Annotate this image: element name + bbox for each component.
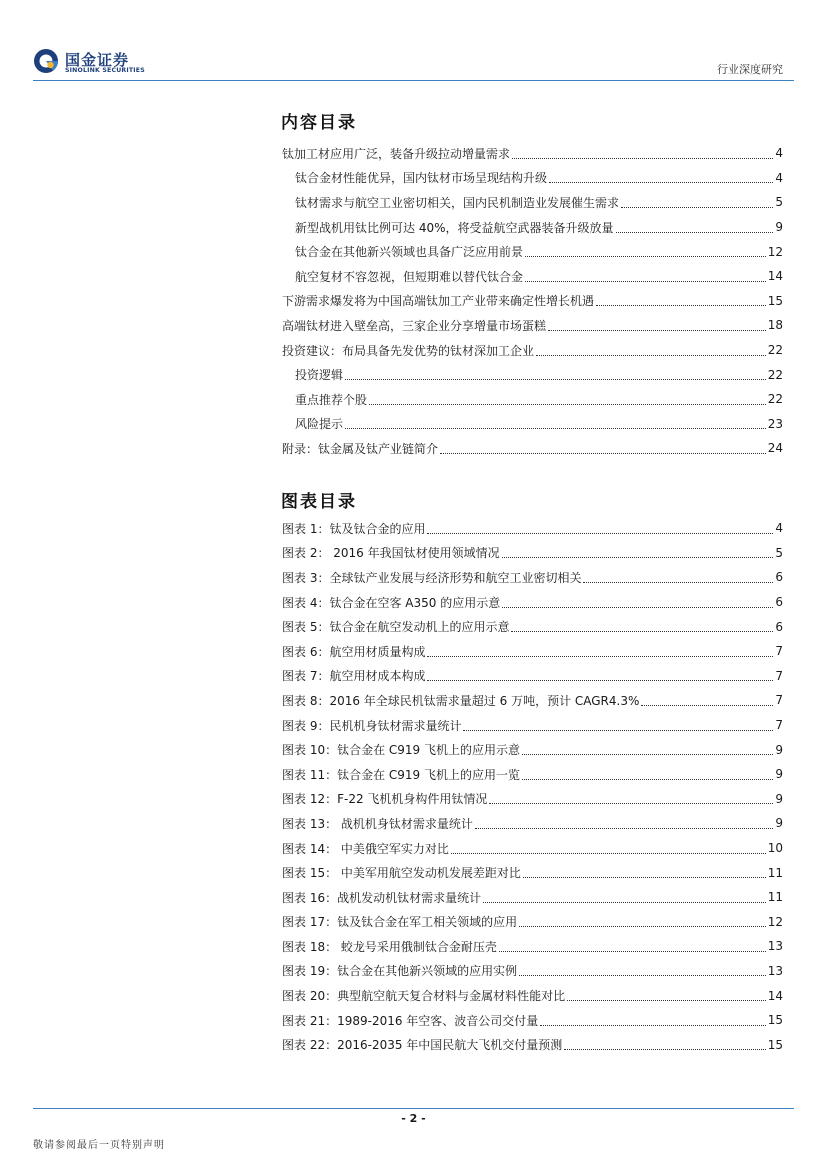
figure-entry-page: 15 bbox=[767, 1037, 783, 1052]
toc-entry[interactable] bbox=[282, 166, 783, 191]
toc-entry-page: 22 bbox=[767, 367, 783, 382]
toc-entry-label: 钛合金材性能优异，国内钛材市场呈现结构升级 bbox=[295, 171, 548, 186]
figure-entry[interactable] bbox=[282, 1032, 783, 1057]
dot-leader bbox=[511, 619, 773, 632]
dot-leader bbox=[451, 841, 766, 854]
logo-chinese-name: 国金证券 bbox=[65, 51, 130, 69]
dot-leader bbox=[525, 269, 766, 282]
figure-entry[interactable] bbox=[282, 762, 783, 787]
toc-entry-page: 22 bbox=[767, 343, 783, 358]
figure-entry-label: 图表 6：航空用材质量构成 bbox=[282, 644, 426, 659]
dot-leader bbox=[427, 644, 773, 657]
toc-entry-page: 23 bbox=[767, 416, 783, 431]
toc-entry-page: 24 bbox=[767, 441, 783, 456]
toc-list bbox=[282, 141, 783, 461]
figure-entry-label: 图表 10：钛合金在 C919 飞机上的应用示意 bbox=[282, 743, 520, 758]
dot-leader bbox=[536, 343, 766, 356]
figure-entry-page: 4 bbox=[775, 521, 783, 536]
dot-leader bbox=[502, 545, 774, 558]
figure-entry-label: 图表 7：航空用材成本构成 bbox=[282, 669, 426, 684]
figure-entry-label: 图表 20：典型航空航天复合材料与金属材料性能对比 bbox=[282, 989, 566, 1004]
dot-leader bbox=[440, 441, 766, 454]
figures-list bbox=[282, 516, 783, 1057]
dot-leader bbox=[427, 668, 773, 681]
toc-entry[interactable] bbox=[282, 362, 783, 387]
toc-entry-label: 钛合金在其他新兴领域也具备广泛应用前景 bbox=[295, 245, 524, 260]
dot-leader bbox=[523, 865, 766, 878]
toc-entry[interactable] bbox=[282, 190, 783, 215]
dot-leader bbox=[596, 293, 766, 306]
dot-leader bbox=[549, 170, 773, 183]
dot-leader bbox=[427, 521, 773, 534]
disclaimer-note: 敬请参阅最后一页特别声明 bbox=[33, 1140, 165, 1151]
figure-entry-label: 图表 12：F-22 飞机机身构件用钛情况 bbox=[282, 792, 488, 807]
dot-leader bbox=[548, 318, 766, 331]
figure-entry[interactable] bbox=[282, 516, 783, 541]
dot-leader bbox=[522, 767, 773, 780]
figure-entry-label: 图表 14： 中美俄空军实力对比 bbox=[282, 841, 449, 856]
figure-entry-page: 9 bbox=[775, 767, 783, 782]
figure-entry-label: 图表 5：钛合金在航空发动机上的应用示意 bbox=[282, 620, 510, 635]
dot-leader bbox=[519, 963, 766, 976]
sinolink-logo-icon bbox=[33, 48, 59, 74]
figure-entry-page: 5 bbox=[775, 545, 783, 560]
figure-entry-label: 图表 15： 中美军用航空发动机发展差距对比 bbox=[282, 866, 521, 881]
figure-entry[interactable] bbox=[282, 983, 783, 1008]
toc-entry-label: 钛材需求与航空工业密切相关，国内民机制造业发展催生需求 bbox=[295, 195, 620, 210]
figure-entry-page: 14 bbox=[767, 988, 783, 1003]
figure-entry-page: 7 bbox=[775, 644, 783, 659]
toc-entry[interactable] bbox=[282, 436, 783, 461]
toc-entry-label: 下游需求爆发将为中国高端钛加工产业带来确定性增长机遇 bbox=[282, 294, 595, 309]
figure-entry[interactable] bbox=[282, 565, 783, 590]
figure-entry-label: 图表 16：战机发动机钛材需求量统计 bbox=[282, 890, 482, 905]
figure-entry-page: 7 bbox=[775, 668, 783, 683]
page-number: - 2 - bbox=[401, 1112, 426, 1125]
figure-entry-label: 图表 4：钛合金在空客 A350 的应用示意 bbox=[282, 595, 501, 610]
toc-entry[interactable] bbox=[282, 239, 783, 264]
toc-entry-page: 14 bbox=[767, 269, 783, 284]
figure-entry-page: 11 bbox=[767, 890, 783, 905]
figure-entry[interactable] bbox=[282, 1008, 783, 1033]
footer-divider bbox=[33, 1108, 794, 1109]
figure-entry[interactable] bbox=[282, 934, 783, 959]
dot-leader bbox=[483, 890, 766, 903]
toc-entry-label: 附录：钛金属及钛产业链简介 bbox=[282, 441, 439, 456]
dot-leader bbox=[502, 595, 773, 608]
toc-entry-page: 22 bbox=[767, 392, 783, 407]
figure-entry-label: 图表 8：2016 年全球民机钛需求量超过 6 万吨，预计 CAGR4.3% bbox=[282, 693, 640, 708]
figure-entry-page: 6 bbox=[775, 595, 783, 610]
figure-entry-page: 12 bbox=[767, 914, 783, 929]
dot-leader bbox=[519, 914, 766, 927]
toc-entry[interactable] bbox=[282, 412, 783, 437]
dot-leader bbox=[583, 570, 773, 583]
figure-entry[interactable] bbox=[282, 811, 783, 836]
dot-leader bbox=[616, 220, 774, 233]
toc-entry-page: 15 bbox=[767, 293, 783, 308]
figure-entry[interactable] bbox=[282, 787, 783, 812]
toc-entry-label: 新型战机用钛比例可达 40%，将受益航空武器装备升级放量 bbox=[295, 220, 614, 235]
dot-leader bbox=[540, 1013, 765, 1026]
toc-entry-page: 12 bbox=[767, 244, 783, 259]
toc-entry[interactable] bbox=[282, 313, 783, 338]
figure-entry-page: 6 bbox=[775, 570, 783, 585]
dot-leader bbox=[567, 988, 766, 1001]
toc-entry-label: 航空复材不容忽视，但短期难以替代钛合金 bbox=[295, 269, 524, 284]
toc-entry[interactable] bbox=[282, 141, 783, 166]
dot-leader bbox=[499, 939, 766, 952]
toc-entry-label: 投资建议：布局具备先发优势的钛材深加工企业 bbox=[282, 343, 535, 358]
report-type: 行业深度研究 bbox=[717, 63, 783, 76]
figure-entry-label: 图表 13： 战机机身钛材需求量统计 bbox=[282, 816, 473, 831]
dot-leader bbox=[522, 742, 773, 755]
figure-entry[interactable] bbox=[282, 910, 783, 935]
dot-leader bbox=[369, 392, 766, 405]
toc-title: 内容目录 bbox=[281, 113, 357, 133]
company-logo bbox=[33, 48, 151, 78]
dot-leader bbox=[345, 367, 766, 380]
figure-entry-page: 9 bbox=[775, 816, 783, 831]
dot-leader bbox=[345, 416, 766, 429]
figure-entry-page: 9 bbox=[775, 791, 783, 806]
toc-entry-page: 18 bbox=[767, 318, 783, 333]
toc-entry[interactable] bbox=[282, 264, 783, 289]
dot-leader bbox=[475, 816, 773, 829]
dot-leader bbox=[512, 146, 773, 159]
figure-entry-label: 图表 11：钛合金在 C919 飞机上的应用一览 bbox=[282, 767, 520, 782]
logo-english-name: SINOLINK SECURITIES bbox=[65, 67, 145, 74]
dot-leader bbox=[489, 791, 773, 804]
toc-entry-label: 风险提示 bbox=[295, 417, 344, 432]
figure-entry-page: 15 bbox=[767, 1013, 783, 1028]
toc-entry[interactable] bbox=[282, 289, 783, 314]
figure-entry-label: 图表 17：钛及钛合金在军工相关领域的应用 bbox=[282, 915, 518, 930]
figure-entry[interactable] bbox=[282, 737, 783, 762]
figure-entry-label: 图表 21：1989-2016 年空客、波音公司交付量 bbox=[282, 1013, 539, 1028]
figure-entry-label: 图表 19：钛合金在其他新兴领域的应用实例 bbox=[282, 964, 518, 979]
toc-entry-page: 4 bbox=[775, 146, 783, 161]
figure-entry-label: 图表 3：全球钛产业发展与经济形势和航空工业密切相关 bbox=[282, 570, 582, 585]
figure-entry[interactable] bbox=[282, 664, 783, 689]
toc-entry-label: 钛加工材应用广泛，装备升级拉动增量需求 bbox=[282, 146, 511, 161]
figure-entry-label: 图表 2： 2016 年我国钛材使用领域情况 bbox=[282, 546, 500, 561]
figure-entry-page: 7 bbox=[775, 693, 783, 708]
figure-entry[interactable] bbox=[282, 836, 783, 861]
dot-leader bbox=[641, 693, 773, 706]
figure-entry-page: 10 bbox=[767, 841, 783, 856]
dot-leader bbox=[621, 195, 773, 208]
toc-entry[interactable] bbox=[282, 387, 783, 412]
figure-entry[interactable] bbox=[282, 713, 783, 738]
figure-entry[interactable] bbox=[282, 688, 783, 713]
figure-entry-page: 13 bbox=[767, 963, 783, 978]
dot-leader bbox=[525, 244, 766, 257]
toc-entry[interactable] bbox=[282, 338, 783, 363]
dot-leader bbox=[564, 1037, 765, 1050]
figure-entry-page: 11 bbox=[767, 865, 783, 880]
header-divider bbox=[33, 80, 794, 81]
figure-entry-page: 7 bbox=[775, 718, 783, 733]
figure-entry[interactable] bbox=[282, 959, 783, 984]
toc-entry-label: 高端钛材进入壁垒高，三家企业分享增量市场蛋糕 bbox=[282, 318, 547, 333]
toc-entry-page: 4 bbox=[775, 170, 783, 185]
figure-entry[interactable] bbox=[282, 860, 783, 885]
toc-entry-label: 投资逻辑 bbox=[295, 368, 344, 383]
figures-title: 图表目录 bbox=[281, 492, 357, 512]
dot-leader bbox=[463, 718, 773, 731]
page-header bbox=[0, 0, 827, 82]
toc-entry-page: 5 bbox=[775, 195, 783, 210]
figure-entry-label: 图表 18： 蛟龙号采用俄制钛合金耐压壳 bbox=[282, 939, 497, 954]
toc-entry-label: 重点推荐个股 bbox=[295, 392, 368, 407]
figure-entry[interactable] bbox=[282, 885, 783, 910]
figure-entry-page: 6 bbox=[775, 619, 783, 634]
figure-entry[interactable] bbox=[282, 614, 783, 639]
figure-entry[interactable] bbox=[282, 590, 783, 615]
figure-entry-label: 图表 9：民机机身钛材需求量统计 bbox=[282, 718, 462, 733]
toc-entry[interactable] bbox=[282, 215, 783, 240]
figure-entry[interactable] bbox=[282, 541, 783, 566]
figure-entry[interactable] bbox=[282, 639, 783, 664]
figure-entry-label: 图表 22：2016-2035 年中国民航大飞机交付量预测 bbox=[282, 1038, 563, 1053]
figure-entry-page: 9 bbox=[775, 742, 783, 757]
figure-entry-label: 图表 1：钛及钛合金的应用 bbox=[282, 521, 426, 536]
figure-entry-page: 13 bbox=[767, 939, 783, 954]
toc-entry-page: 9 bbox=[775, 220, 783, 235]
